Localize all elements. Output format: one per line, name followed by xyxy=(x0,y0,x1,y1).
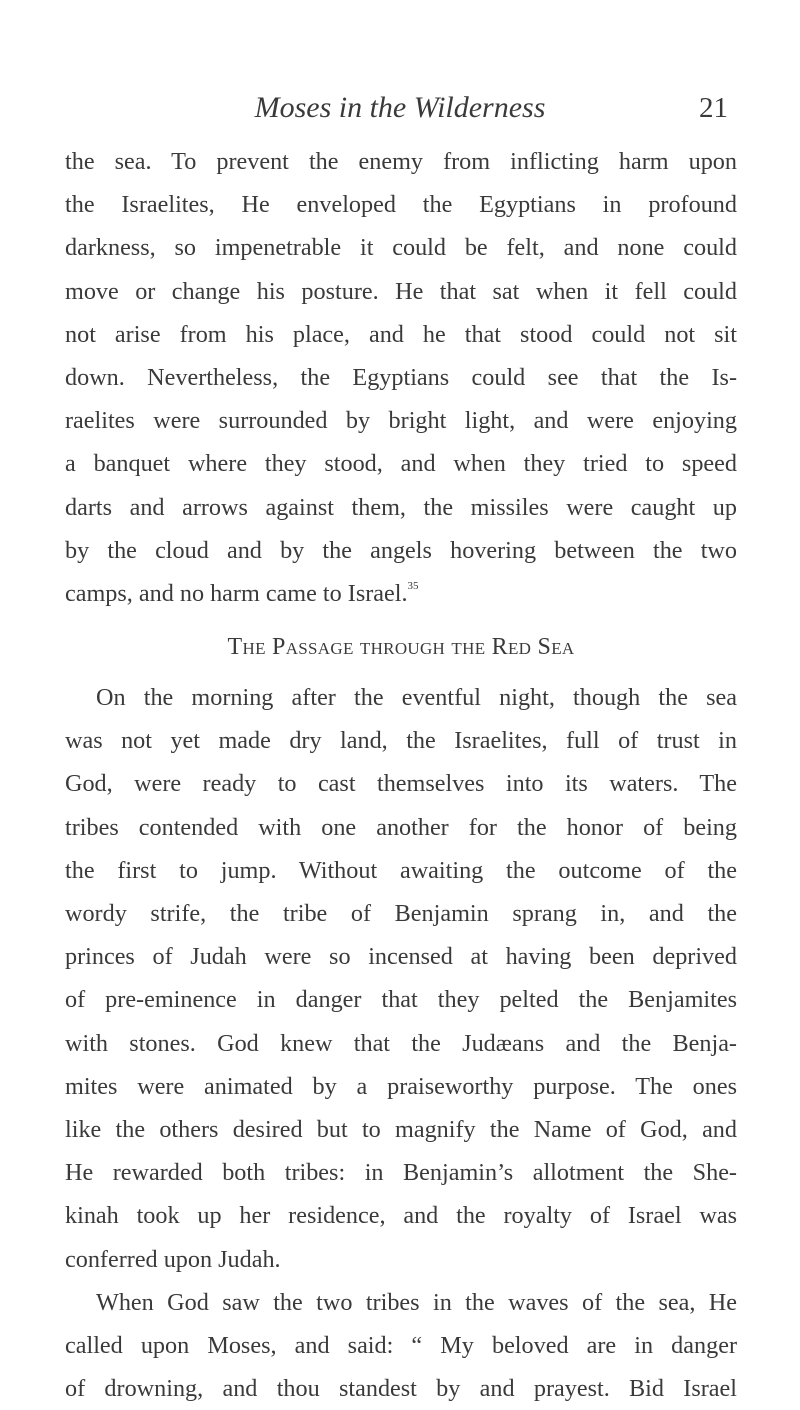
text-line: tribes contended with one another for the honor of being xyxy=(65,813,737,841)
text-line-last: conferred upon Judah. xyxy=(65,1245,281,1273)
text-line: mites were animated by a praiseworthy purpose. The ones xyxy=(65,1072,737,1100)
paragraph-1 xyxy=(65,140,737,615)
text-line: called upon Moses, and said: “ My beloved are in danger xyxy=(65,1331,737,1359)
running-head xyxy=(0,88,800,128)
text-line: by the cloud and by the angels hovering between the two xyxy=(65,536,737,564)
text-line: down. Nevertheless, the Egyptians could see that the Is- xyxy=(65,363,737,391)
page-number: 21 xyxy=(699,92,728,124)
text-line: God, were ready to cast themselves into its waters. The xyxy=(65,770,737,798)
text-line: darts and arrows against them, the missiles were caught up xyxy=(65,493,737,521)
text-line: with stones. God knew that the Judæans and the Benja- xyxy=(65,1029,737,1057)
footnote-marker: 35 xyxy=(407,579,419,592)
text-line: of pre-eminence in danger that they pelted the Benjamites xyxy=(65,986,737,1014)
text-line: darkness, so impenetrable it could be felt, and none could xyxy=(65,234,737,262)
text-line: kinah took up her residence, and the royalty of Israel was xyxy=(65,1202,737,1230)
text-line-last xyxy=(65,572,737,615)
paragraph-2 xyxy=(65,676,737,1281)
text-block xyxy=(65,140,737,1410)
text-line: of drowning, and thou standest by and prayest. Bid Israel xyxy=(65,1375,737,1403)
text-line: He rewarded both tribes: in Benjamin’s allotment the She- xyxy=(65,1159,737,1187)
text-line-last-text: camps, and no harm came to Israel. xyxy=(65,579,408,607)
text-line: like the others desired but to magnify the Name of God, and xyxy=(65,1115,737,1143)
running-title: Moses in the Wilderness xyxy=(254,91,546,124)
text-line: princes of Judah were so incensed at having been deprived xyxy=(65,943,737,971)
text-line: When God saw the two tribes in the waves of the sea, He xyxy=(96,1288,737,1316)
text-line: On the morning after the eventful night, though the sea xyxy=(96,684,737,712)
text-line: move or change his posture. He that sat when it fell could xyxy=(65,277,737,305)
text-line: the Israelites, He enveloped the Egyptians in profound xyxy=(65,191,737,219)
section-heading: The Passage through the Red Sea xyxy=(227,634,575,661)
text-line: was not yet made dry land, the Israelites, full of trust in xyxy=(65,727,737,755)
paragraph-3 xyxy=(65,1281,737,1410)
text-line: not arise from his place, and he that stood could not sit xyxy=(65,320,737,348)
text-line: the sea. To prevent the enemy from inflicting harm upon xyxy=(65,148,737,175)
text-line: the first to jump. Without awaiting the outcome of the xyxy=(65,856,737,884)
text-line: raelites were surrounded by bright light, and were enjoying xyxy=(65,407,737,435)
text-line: wordy strife, the tribe of Benjamin sprang in, and the xyxy=(65,900,737,927)
text-line: a banquet where they stood, and when they tried to speed xyxy=(65,450,737,478)
